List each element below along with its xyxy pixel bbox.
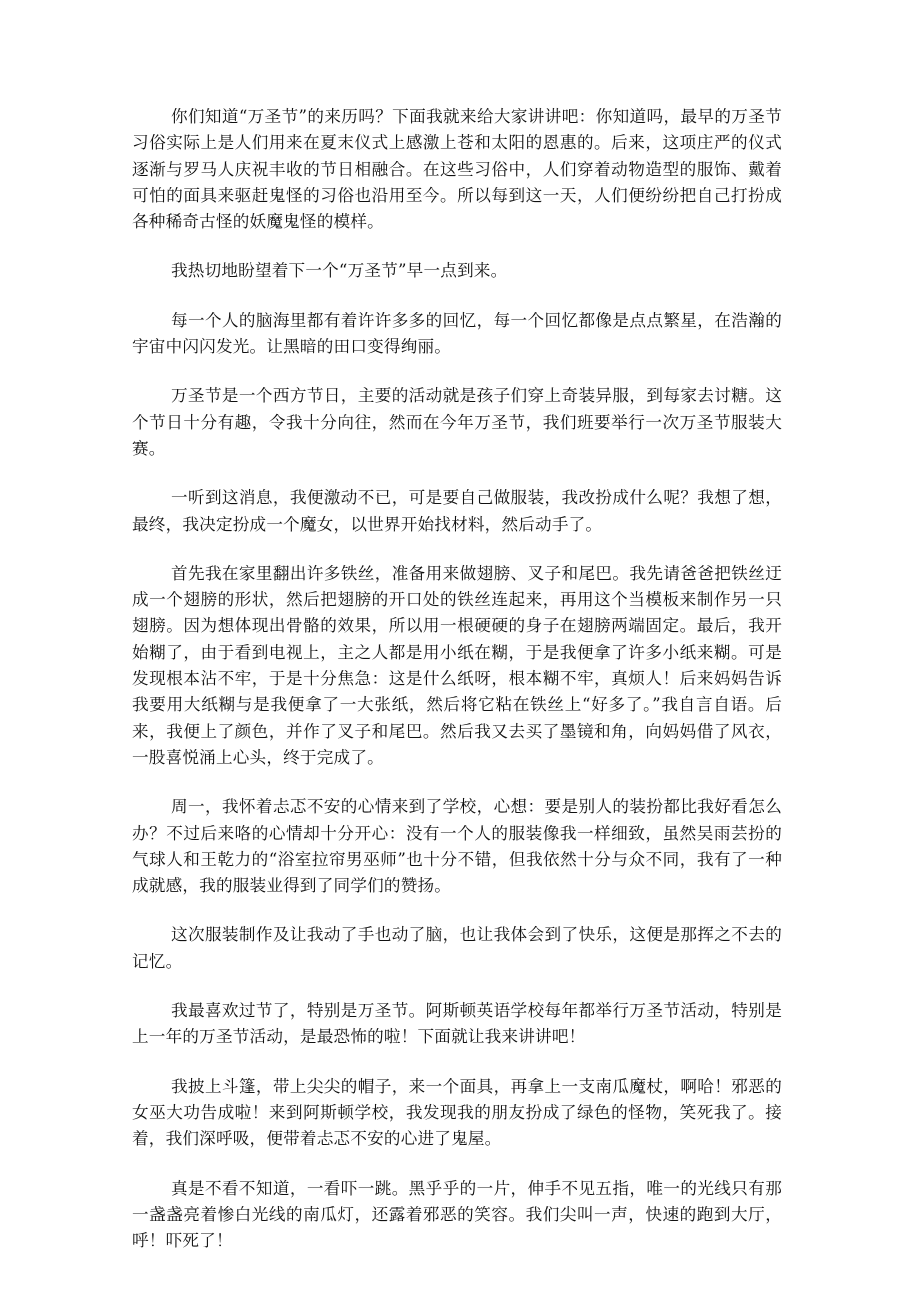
paragraph: 我最喜欢过节了，特别是万圣节。阿斯顿英语学校每年都举行万圣节活动，特别是上一年的万圣节活动，是最恐怖的啦！下面就让我来讲讲吧！ — [132, 1001, 782, 1047]
paragraph: 我披上斗篷，带上尖尖的帽子，来一个面具，再拿上一支南瓜魔杖，啊哈！邪恶的女巫大功告成啦！来到阿斯顿学校，我发现我的朋友扮成了绿色的怪物，笑死我了。接着，我们深呼吸，便带着忐忑不安的心进了鬼屋。 — [132, 1076, 782, 1149]
paragraph: 一听到这消息，我便激动不已，可是要自己做服装，我改扮成什么呢？我想了想，最终，我决定扮成一个魔女，以世界开始找材料，然后动手了。 — [132, 488, 782, 534]
document-body — [132, 104, 782, 1277]
paragraph: 每一个人的脑海里都有着许许多多的回忆，每一个回忆都像是点点繁星，在浩瀚的宇宙中闪闪发光。让黑暗的田口变得绚丽。 — [132, 310, 782, 357]
paragraph: 你们知道“万圣节”的来历吗？下面我就来给大家讲讲吧：你知道吗，最早的万圣节习俗实际上是人们用来在夏末仪式上感激上苍和太阳的恩惠的。后来，这项庄严的仪式逐渐与罗马人庆祝丰收的节日相融合。在这些习俗中，人们穿着动物造型的服饰、戴着可怕的面具来驱赶鬼怪的习俗也沿用至今。所以每到这一天，人们便纷纷把自己打扮成各种稀奇古怪的妖魔鬼怪的模样。 — [132, 107, 782, 232]
paragraph: 首先我在家里翻出许多铁丝，准备用来做翅膀、叉子和尾巴。我先请爸爸把铁丝迂成一个翅膀的形状，然后把翅膀的开口处的铁丝连起来，再用这个当模板来制作另一只翅膀。因为想体现出骨骼的效果，所以用一根硬硬的身子在翅膀两端固定。最后，我开始糊了，由于看到电视上，主之人都是用小纸在糊，于是我便拿了许多小纸来糊。可是发现根本沾不牢，于是十分焦急：这是什么纸呀，根本糊不牢，真烦人！后来妈妈告诉我要用大纸糊与是我便拿了一大张纸，然后将它粘在铁丝上“好多了。”我自言自语。后来，我便上了颜色，并作了叉子和尾巴。然后我又去买了墨镜和角，向妈妈借了风衣，一股喜悦涌上心头，终于完成了。 — [132, 563, 782, 767]
paragraph: 真是不看不知道，一看吓一跳。黑乎乎的一片，伸手不见五指，唯一的光线只有那一盏盏亮着惨白光线的南瓜灯，还露着邪恶的笑容。我们尖叫一声，快速的跑到大厅，呼！吓死了！ — [132, 1178, 782, 1251]
paragraph: 万圣节是一个西方节日，主要的活动就是孩子们穿上奇装异服，到每家去讨糖。这个节日十分有趣，令我十分向往，然而在今年万圣节，我们班要举行一次万圣节服装大赛。 — [132, 386, 782, 458]
paragraph: 周一，我怀着忐忑不安的心情来到了学校，心想：要是别人的装扮都比我好看怎么办？不过后来咯的心情却十分开心：没有一个人的服装像我一样细致，虽然吴雨芸扮的气球人和王乾力的“浴室拉帘男巫师”也十分不错，但我依然十分与众不同，我有了一种成就感，我的服装业得到了同学们的赞扬。 — [132, 797, 782, 896]
paragraph: 这次服装制作及让我动了手也动了脑，也让我体会到了快乐，这便是那挥之不去的记忆。 — [132, 925, 782, 971]
paragraph: 我热切地盼望着下一个“万圣节”早一点到来。 — [171, 261, 508, 281]
